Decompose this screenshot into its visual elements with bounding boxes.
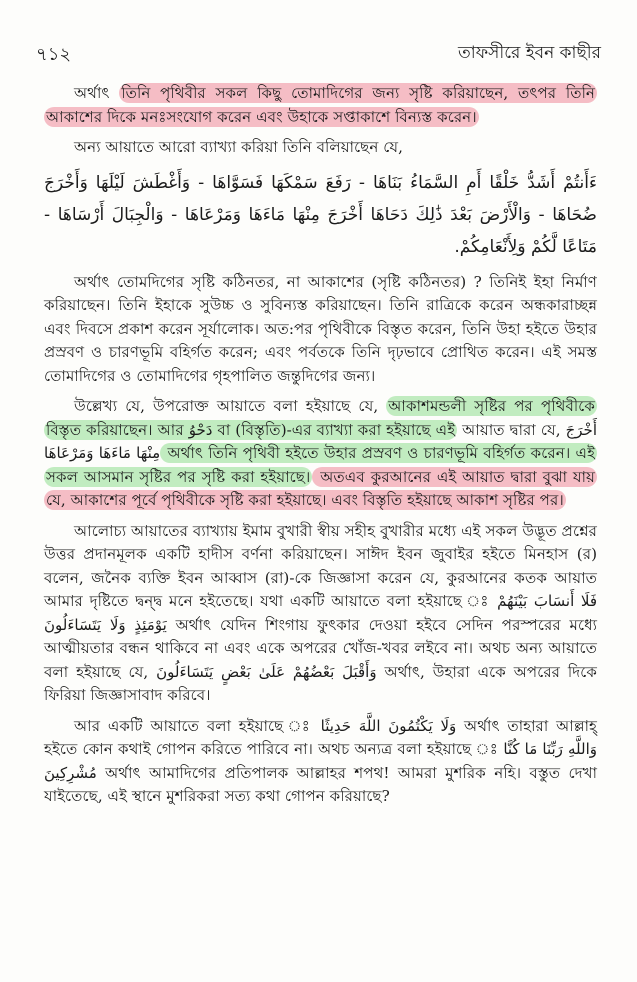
green-text-2: বা (বিস্তৃতি)-এর ব্যাখ্যা করা হইয়াছে এই <box>212 420 456 439</box>
paragraph-2: অন্য আয়াতে আরো ব্যাখ্যা করিয়া তিনি বলিয়াছেন যে, <box>74 138 404 156</box>
running-title: তাফসীরে ইবন কাছীর <box>458 43 601 63</box>
arabic-phrase-ansab: فَلَا أَنسَابَ بَيْنَهُمْ يَوْمَئِذٍ وَلَا يَتَسَاءَلُونَ <box>44 592 597 634</box>
paragraph-1 <box>44 82 597 129</box>
para4-text-2: আয়াত দ্বারা যে, <box>457 420 566 439</box>
paragraph-4 <box>44 395 597 513</box>
paragraph-5 <box>44 520 597 708</box>
para6-text-1: আর একটি আয়াতে বলা হইয়াছে ঃ <box>74 716 321 735</box>
red-highlight-1: তিনি পৃথিবীর সকল কিছু তোমাদিগের জন্য সৃষ্টি করিয়াছেন, তৎপর তিনি আকাশের দিকে মনঃসংযোগ করেন এবং উহাকে সপ্তাকাশে বিন্যস্ত করেন। <box>46 84 595 126</box>
para5-text-3: অর্থাৎ, উহারা একে অপরের দিকে ফিরিয়া জিজ্ঞাসাবাদ করিবে। <box>44 662 597 704</box>
arabic-word-dahw: دَحْوُ <box>188 420 213 439</box>
page-number: ৭১২ <box>36 44 72 65</box>
para1-lead: অর্থাৎ <box>74 84 120 102</box>
green-highlight-2: অর্থাৎ তিনি পৃথিবী হইতে উহার প্রস্রবণ ও চারণভূমি বহির্গত করেন। এই সকল আসমান সৃষ্টির পর সৃষ্টি করা হইয়াছে। <box>46 444 595 486</box>
para4-text-1: উল্লেখ্য যে, উপরোক্ত আয়াতে বলা হইয়াছে যে, <box>74 397 387 415</box>
page-body <box>44 82 597 816</box>
arabic-phrase-mushrikin: وَاللَّهِ رَبِّنَا مَا كُنَّا مُشْرِكِينَ <box>44 740 597 782</box>
arabic-verse: ءَأَنتُمْ أَشَدُّ خَلْقًا أَمِ السَّمَاءُ بَنَاهَا - رَفَعَ سَمْكَهَا فَسَوَّاهَا - وَأَغْطَشَ لَيْلَهَا وَأَخْرَجَ ضُحَاهَا - وَالْأَرْضَ بَعْدَ ذَٰلِكَ دَحَاهَا أَخْرَجَ مِنْهَا مَاءَهَا وَمَرْعَاهَا - وَالْجِبَالَ أَرْسَاهَا - مَتَاعًا لَّكُمْ وَلِأَنْعَامِكُمْ. <box>44 172 597 257</box>
para6-text-2: অর্থাৎ তাহারা আল্লাহ্ হইতে কোন কথাই গোপন করিতে পারিবে না। অথচ অন্যত্র বলা হইয়াছে ঃ <box>44 716 597 758</box>
red-highlight-2: অতএব কুরআনের এই আয়াত দ্বারা বুঝা যায় যে, আকাশের পূর্বে পৃথিবীকে সৃষ্টি করা হইয়াছে। এবং বিস্তৃতি হইয়াছে আকাশ সৃষ্টির পর। <box>46 467 595 509</box>
arabic-phrase-yaktumun: وَلَا يَكْتُمُونَ اللَّهَ حَدِيثًا <box>320 716 457 735</box>
para6-text-3: অর্থাৎ আমাদিগের প্রতিপালক আল্লাহর শপথ! আমরা মুশরিক নহি। বস্তুত দেখা যাইতেছে, এই স্থানে মুশরিকরা সত্য কথা গোপন করিয়াছে? <box>44 763 597 805</box>
page-header <box>36 40 601 66</box>
paragraph-3: অর্থাৎ তোমদিগের সৃষ্টি কঠিনতর, না আকাশের (সৃষ্টি কঠিনতর) ? তিনিই ইহা নির্মাণ করিয়াছেন। তিনি ইহাকে সুউচ্চ ও সুবিন্যস্ত করিয়াছেন। তিনি রাত্রিকে করেন অন্ধকারাচ্ছন্ন এবং দিবসে প্রকাশ করেন সূর্যালোক। অত:পর পৃথিবীকে বিস্তৃত করেন, তিনি উহা হইতে উহার প্রস্রবণ ও চারণভূমি বহির্গত করেন; এবং পর্বতকে তিনি দৃঢ়ভাবে প্রোথিত করেন। এই সমস্ত তোমাদিগের ও তোমাদিগের গৃহপালিত জন্তুদিগের জন্য। <box>44 272 597 385</box>
para5-text-1: আলোচ্য আয়াতের ব্যাখ্যায় ইমাম বুখারী স্বীয় সহীহ বুখারীর মধ্যে এই সকল উদ্ভূত প্রশ্নের উত্তর প্রদানমূলক একটি হাদীস বর্ণনা করিয়াছেন। সাঈদ ইবন জুবাইর হইতে মিনহাস (র) বলেন, জনৈক ব্যক্তি ইবন আব্বাস (রা)-কে জিজ্ঞাসা করেন যে, কুরআনের কতক আয়াত আমার দৃষ্টিতে দ্বন্দ্ব মনে হইতেছে। যথা একটি আয়াতে বলা হইয়াছে ঃ <box>44 521 597 610</box>
paragraph-6 <box>44 715 597 809</box>
green-text-1: আকাশমন্ডলী সৃষ্টির পর পৃথিবীকে বিস্তৃত করিয়াছেন। আর <box>46 397 595 439</box>
para5-text-2: অর্থাৎ যেদিন শিংগায় ফুৎকার দেওয়া হইবে সেদিন পরস্পরের মধ্যে আত্মীয়তার বন্ধন থাকিবে না এবং একে অপরের খোঁজ-খবর লইবে না। অথচ অন্য আয়াতে বলা হইয়াছে যে, <box>44 615 597 681</box>
arabic-phrase-akhraja: أَخْرَجَ مِنْهَا مَاءَهَا وَمَرْعَاهَا <box>44 420 597 462</box>
arabic-phrase-aqbala: وَأَقْبَلَ بَعْضُهُمْ عَلَىٰ بَعْضٍ يَتَسَاءَلُونَ <box>156 662 377 681</box>
